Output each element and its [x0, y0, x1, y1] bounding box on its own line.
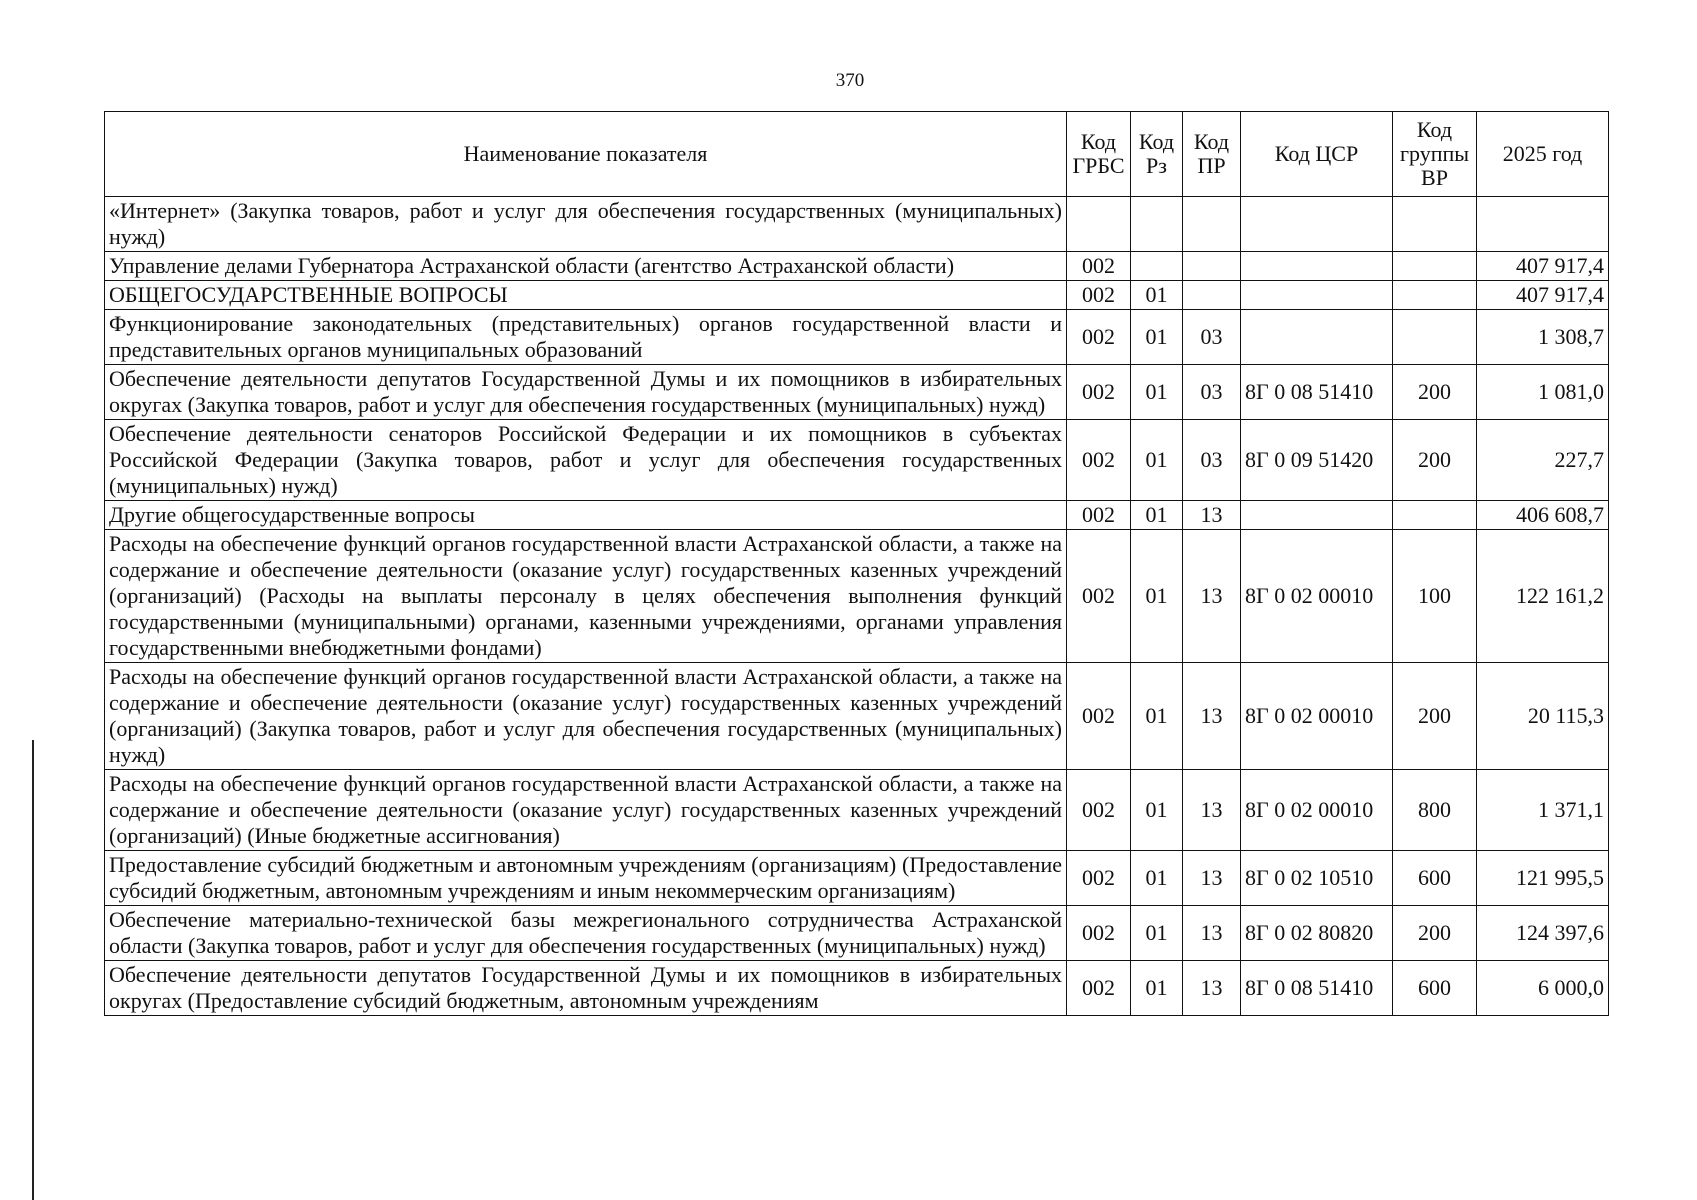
cell-pr: 13 — [1183, 501, 1241, 530]
cell-rz: 01 — [1131, 365, 1183, 420]
scan-edge-line — [32, 740, 34, 1200]
header-vr: Код группы ВР — [1393, 112, 1477, 197]
cell-vr: 200 — [1393, 420, 1477, 501]
cell-name: Расходы на обеспечение функций органов государственной власти Астраханской области, а также на содержание и обеспечение деятельности (оказание услуг) государственных казенных учреждений (организаций) (Иные бюджетные ассигнования) — [105, 770, 1067, 851]
cell-pr — [1183, 281, 1241, 310]
cell-name: Обеспечение деятельности сенаторов Российской Федерации и их помощников в субъектах Российской Федерации (Закупка товаров, работ и услуг для обеспечения государственных (муниципальных) нужд) — [105, 420, 1067, 501]
cell-name: ОБЩЕГОСУДАРСТВЕННЫЕ ВОПРОСЫ — [105, 281, 1067, 310]
cell-grbs: 002 — [1067, 501, 1131, 530]
cell-amount: 6 000,0 — [1477, 961, 1609, 1016]
cell-name: Предоставление субсидий бюджетным и автономным учреждениям (организациям) (Предоставление субсидий бюджетным, автономным учреждениям и иным некоммерческим организациям) — [105, 851, 1067, 906]
header-grbs: Код ГРБС — [1067, 112, 1131, 197]
cell-csr — [1241, 501, 1393, 530]
cell-pr: 13 — [1183, 906, 1241, 961]
cell-amount: 121 995,5 — [1477, 851, 1609, 906]
cell-csr: 8Г 0 08 51410 — [1241, 365, 1393, 420]
cell-csr: 8Г 0 08 51410 — [1241, 961, 1393, 1016]
cell-vr — [1393, 281, 1477, 310]
cell-rz: 01 — [1131, 906, 1183, 961]
cell-rz: 01 — [1131, 501, 1183, 530]
cell-vr: 200 — [1393, 906, 1477, 961]
cell-vr — [1393, 197, 1477, 252]
cell-pr: 03 — [1183, 310, 1241, 365]
cell-amount: 407 917,4 — [1477, 252, 1609, 281]
cell-name: Функционирование законодательных (представительных) органов государственной власти и представительных органов муниципальных образований — [105, 310, 1067, 365]
cell-rz: 01 — [1131, 310, 1183, 365]
table-row — [105, 906, 1609, 961]
cell-pr — [1183, 197, 1241, 252]
cell-grbs: 002 — [1067, 770, 1131, 851]
cell-vr — [1393, 252, 1477, 281]
cell-pr: 13 — [1183, 961, 1241, 1016]
table-header-row — [105, 112, 1609, 197]
cell-csr: 8Г 0 02 00010 — [1241, 770, 1393, 851]
cell-vr — [1393, 501, 1477, 530]
cell-grbs: 002 — [1067, 530, 1131, 663]
cell-csr — [1241, 281, 1393, 310]
table-row — [105, 365, 1609, 420]
cell-amount: 406 608,7 — [1477, 501, 1609, 530]
page-number: 370 — [835, 70, 865, 91]
cell-csr — [1241, 310, 1393, 365]
cell-csr: 8Г 0 02 80820 — [1241, 906, 1393, 961]
cell-amount — [1477, 197, 1609, 252]
header-rz: Код Рз — [1131, 112, 1183, 197]
cell-amount: 1 081,0 — [1477, 365, 1609, 420]
cell-vr: 200 — [1393, 365, 1477, 420]
header-name: Наименование показателя — [105, 112, 1067, 197]
table-row — [105, 663, 1609, 770]
cell-vr: 600 — [1393, 851, 1477, 906]
cell-pr — [1183, 252, 1241, 281]
cell-csr — [1241, 197, 1393, 252]
cell-grbs: 002 — [1067, 906, 1131, 961]
cell-csr: 8Г 0 02 10510 — [1241, 851, 1393, 906]
cell-rz: 01 — [1131, 420, 1183, 501]
table-row — [105, 770, 1609, 851]
cell-grbs: 002 — [1067, 281, 1131, 310]
cell-amount: 227,7 — [1477, 420, 1609, 501]
cell-pr: 13 — [1183, 663, 1241, 770]
cell-grbs: 002 — [1067, 420, 1131, 501]
cell-grbs: 002 — [1067, 851, 1131, 906]
cell-pr: 13 — [1183, 851, 1241, 906]
cell-name: Расходы на обеспечение функций органов государственной власти Астраханской области, а также на содержание и обеспечение деятельности (оказание услуг) государственных казенных учреждений (организаций) (Закупка товаров, работ и услуг для обеспечения государственных (муниципальных) нужд) — [105, 663, 1067, 770]
cell-pr: 13 — [1183, 530, 1241, 663]
cell-rz: 01 — [1131, 961, 1183, 1016]
cell-rz: 01 — [1131, 770, 1183, 851]
header-year: 2025 год — [1477, 112, 1609, 197]
cell-name: Обеспечение материально-технической базы межрегионального сотрудничества Астраханской области (Закупка товаров, работ и услуг для обеспечения государственных (муниципальных) нужд) — [105, 906, 1067, 961]
cell-csr — [1241, 252, 1393, 281]
table-row — [105, 281, 1609, 310]
cell-csr: 8Г 0 02 00010 — [1241, 663, 1393, 770]
cell-grbs: 002 — [1067, 310, 1131, 365]
cell-pr: 03 — [1183, 365, 1241, 420]
cell-grbs: 002 — [1067, 252, 1131, 281]
table-row — [105, 420, 1609, 501]
cell-amount: 20 115,3 — [1477, 663, 1609, 770]
cell-grbs — [1067, 197, 1131, 252]
cell-amount: 1 308,7 — [1477, 310, 1609, 365]
header-pr: Код ПР — [1183, 112, 1241, 197]
cell-rz — [1131, 197, 1183, 252]
table-row — [105, 310, 1609, 365]
cell-amount: 407 917,4 — [1477, 281, 1609, 310]
table-row — [105, 530, 1609, 663]
cell-csr: 8Г 0 09 51420 — [1241, 420, 1393, 501]
cell-name: Обеспечение деятельности депутатов Государственной Думы и их помощников в избирательных округах (Закупка товаров, работ и услуг для обеспечения государственных (муниципальных) нужд) — [105, 365, 1067, 420]
cell-rz: 01 — [1131, 281, 1183, 310]
cell-name: Управление делами Губернатора Астраханской области (агентство Астраханской области) — [105, 252, 1067, 281]
cell-amount: 1 371,1 — [1477, 770, 1609, 851]
cell-vr: 600 — [1393, 961, 1477, 1016]
cell-grbs: 002 — [1067, 365, 1131, 420]
cell-amount: 122 161,2 — [1477, 530, 1609, 663]
cell-rz: 01 — [1131, 851, 1183, 906]
table-row — [105, 961, 1609, 1016]
cell-pr: 13 — [1183, 770, 1241, 851]
cell-name: Обеспечение деятельности депутатов Государственной Думы и их помощников в избирательных округах (Предоставление субсидий бюджетным, автономным учреждениям — [105, 961, 1067, 1016]
cell-csr: 8Г 0 02 00010 — [1241, 530, 1393, 663]
cell-name: «Интернет» (Закупка товаров, работ и услуг для обеспечения государственных (муниципальных) нужд) — [105, 197, 1067, 252]
cell-amount: 124 397,6 — [1477, 906, 1609, 961]
table-row — [105, 197, 1609, 252]
cell-grbs: 002 — [1067, 961, 1131, 1016]
cell-rz: 01 — [1131, 530, 1183, 663]
cell-vr: 100 — [1393, 530, 1477, 663]
cell-vr: 200 — [1393, 663, 1477, 770]
cell-name: Расходы на обеспечение функций органов государственной власти Астраханской области, а также на содержание и обеспечение деятельности (оказание услуг) государственных казенных учреждений (организаций) (Расходы на выплаты персоналу в целях обеспечения выполнения функций государственными (муниципальными) органами, казенными учреждениями, органами управления государственными внебюджетными фондами) — [105, 530, 1067, 663]
cell-rz — [1131, 252, 1183, 281]
cell-grbs: 002 — [1067, 663, 1131, 770]
table-row — [105, 252, 1609, 281]
table-row — [105, 851, 1609, 906]
budget-table — [104, 111, 1609, 1016]
header-csr: Код ЦСР — [1241, 112, 1393, 197]
table-row — [105, 501, 1609, 530]
cell-name: Другие общегосударственные вопросы — [105, 501, 1067, 530]
cell-vr — [1393, 310, 1477, 365]
cell-rz: 01 — [1131, 663, 1183, 770]
cell-vr: 800 — [1393, 770, 1477, 851]
cell-pr: 03 — [1183, 420, 1241, 501]
